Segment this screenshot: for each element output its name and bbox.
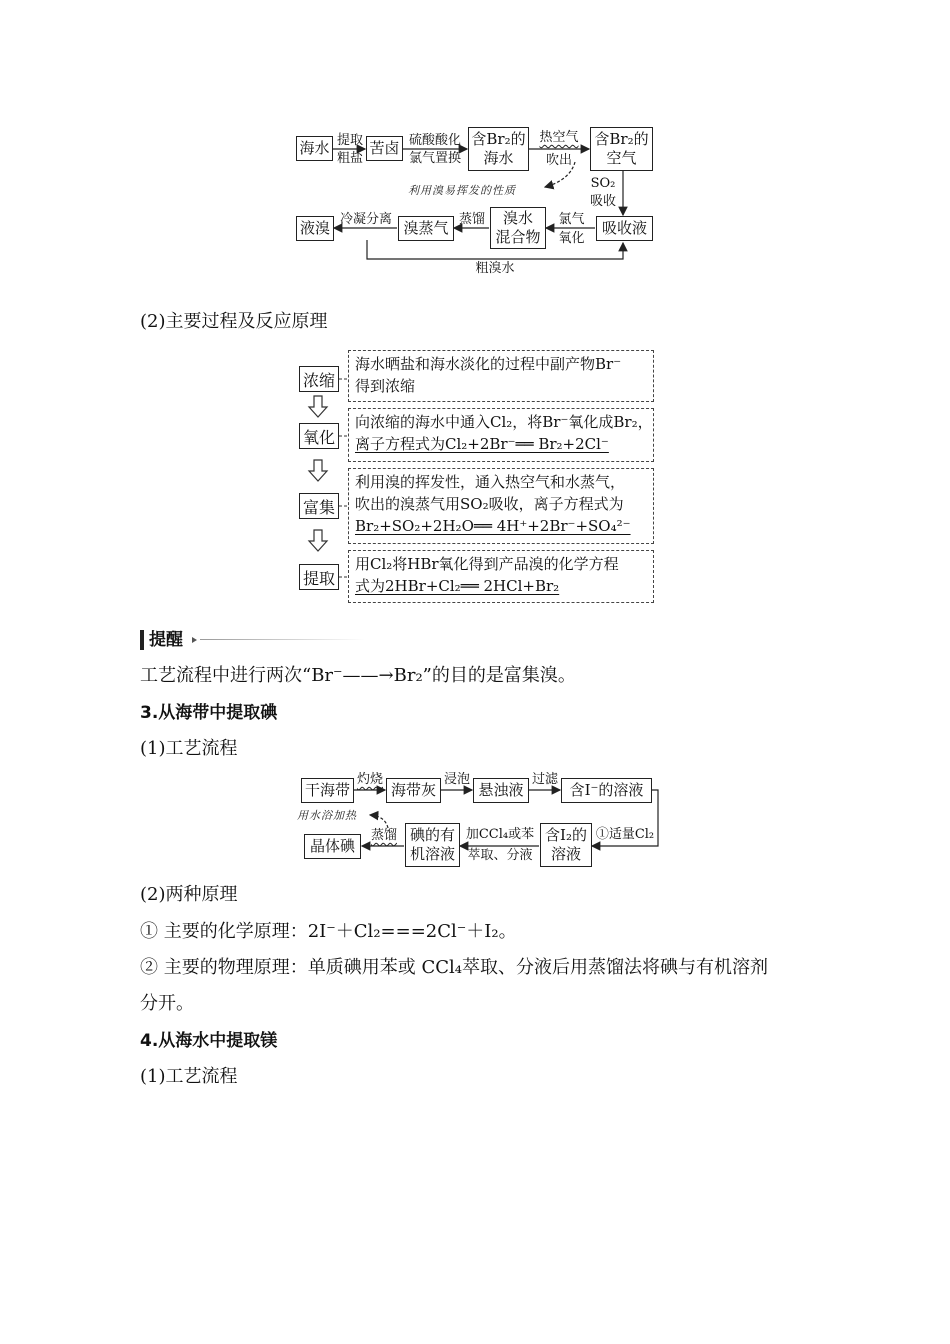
label-condense: 冷凝分离: [339, 212, 392, 227]
label-filter: 过滤: [531, 772, 558, 787]
label-oxidize: 氧化: [558, 231, 585, 246]
box-crystal-iodine: 晶体碘: [304, 834, 361, 859]
box-dried-kelp: 干海带: [301, 778, 354, 803]
step-concentrate-desc: 海水晒盐和海水淡化的过程中副产物Br⁻ 得到浓缩: [348, 350, 654, 402]
box-bittern: 苦卤: [366, 136, 403, 161]
box-absorb: 吸收液: [596, 216, 653, 241]
step-extract-desc: 用Cl₂将HBr氧化得到产品溴的化学方程 式为2HBr+Cl₂══ 2HCl+Br₂: [348, 550, 654, 603]
label-hot-air: 热空气: [539, 130, 579, 145]
step-enrich: 富集: [299, 493, 339, 519]
step-concentrate: 浓缩: [299, 366, 339, 392]
box-br2-seawater: 含Br₂的 海水: [468, 127, 529, 171]
iodine-physical-principle: ② 主要的物理原理：单质碘用苯或 CCl₄萃取、分液后用蒸馏法将碘与有机溶剂: [140, 957, 768, 978]
iodine-flow-title: (1)工艺流程: [140, 738, 238, 759]
label-extract: 提取: [336, 133, 363, 148]
iodine-heading: 3.从海带中提取碘: [140, 703, 278, 723]
label-distill-iodine: 蒸馏: [370, 828, 397, 843]
label-burn: 灼烧: [356, 772, 383, 787]
label-acidify: 硫酸酸化: [408, 133, 461, 148]
step-extract: 提取: [299, 564, 339, 590]
label-blow-out: 吹出: [545, 153, 572, 168]
label-crude-salt: 粗盐: [336, 151, 363, 166]
step-enrich-desc: 利用溴的挥发性，通入热空气和水蒸气， 吹出的溴蒸气用SO₂吸收，离子方程式为 Br₂+SO₂+2H₂O══ 4H⁺+2Br⁻+SO₄²⁻: [348, 468, 654, 544]
box-bromine-water-mix: 溴水 混合物: [490, 207, 546, 249]
tip-title: 提醒: [149, 630, 183, 650]
label-proper-chlorine: ①适量Cl₂: [595, 827, 655, 842]
box-liquid-bromine: 液溴: [296, 216, 334, 241]
box-kelp-ash: 海带灰: [386, 778, 441, 803]
box-br2-air: 含Br₂的 空气: [590, 127, 653, 171]
label-chlorine: 氯气: [558, 212, 585, 227]
iodine-physical-principle-cont: 分开。: [140, 993, 194, 1014]
step-oxidize-desc: 向浓缩的海水中通入Cl₂，将Br⁻氧化成Br₂， 离子方程式为Cl₂+2Br⁻══ Br₂+2Cl⁻: [348, 408, 654, 462]
label-soak: 浸泡: [443, 772, 470, 787]
box-iodide-solution: 含I⁻的溶液: [561, 778, 652, 803]
magnesium-flow-title: (1)工艺流程: [140, 1066, 238, 1087]
label-absorb: 吸收: [589, 194, 616, 209]
label-so2: SO₂: [590, 176, 616, 191]
box-bromine-vapor: 溴蒸气: [398, 216, 454, 241]
section-process-title: (2)主要过程及反应原理: [140, 311, 328, 332]
magnesium-heading: 4.从海水中提取镁: [140, 1031, 278, 1051]
step-oxidize: 氧化: [299, 423, 339, 449]
box-iodine-solution: 含I₂的 溶液: [540, 823, 592, 867]
box-suspension: 悬浊液: [473, 778, 529, 803]
label-crude-bromine-water: 粗溴水: [475, 261, 515, 276]
iodine-chemical-principle: ① 主要的化学原理：2I⁻＋Cl₂===2Cl⁻＋I₂。: [140, 921, 517, 942]
label-chlorine-replace: 氯气置换: [408, 151, 461, 166]
iodine-principles-title: (2)两种原理: [140, 884, 238, 905]
label-distill: 蒸馏: [458, 212, 485, 227]
box-seawater: 海水: [296, 136, 333, 161]
label-extract-separate: 萃取、分液: [467, 848, 533, 863]
tip-text: 工艺流程中进行两次“Br⁻——→Br₂”的目的是富集溴。: [140, 665, 576, 686]
label-add-ccl4: 加CCl₄或苯: [465, 827, 535, 842]
box-organic-solution: 碘的有 机溶液: [405, 823, 460, 867]
note-water-bath: 用水浴加热: [297, 809, 357, 822]
note-volatile: 利用溴易挥发的性质: [408, 184, 516, 197]
